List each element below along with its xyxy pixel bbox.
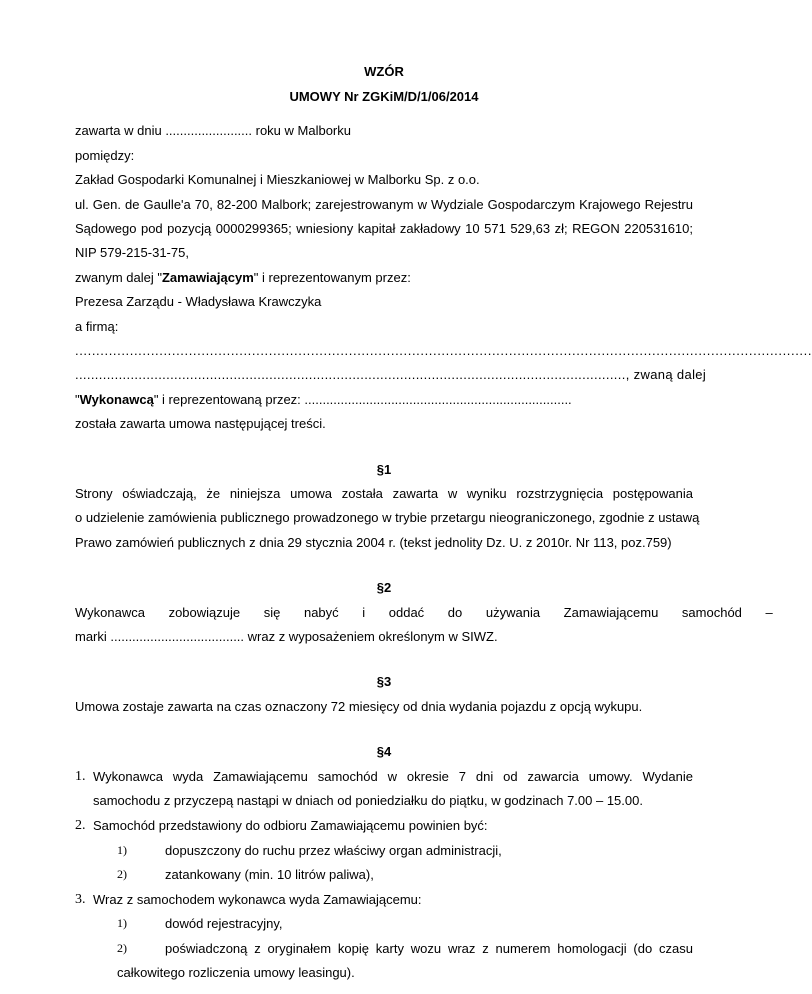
item-2-sub-2-number: 2) <box>117 867 127 881</box>
document-title: WZÓR <box>364 64 404 79</box>
intro-nip: NIP 579-215-31-75, <box>75 245 189 260</box>
section-1-line-1: Strony oświadczają, że niniejsza umowa została zawarta w wyniku rozstrzygnięcia postępowania <box>75 486 693 501</box>
intro-registry-line: Sądowego pod pozycją 0000299365; wniesiony kapitał zakładowy 10 571 529,63 zł; REGON 220531610; <box>75 221 693 236</box>
intro-president: Prezesa Zarządu - Władysława Krawczyka <box>75 294 322 309</box>
represented-by-blank: " i reprezentowaną przez: .......................................................................... <box>153 392 572 407</box>
item-2-sub-1-number: 1) <box>117 843 127 857</box>
item-2-number: 2. <box>75 818 86 833</box>
wykonawca-term: Wykonawcą <box>79 392 154 407</box>
section-3-line-1: Umowa zostaje zawarta na czas oznaczony 72 miesięcy od dnia wydania pojazdu z opcją wykupu. <box>75 699 643 714</box>
section-1-line-2: o udzielenie zamówienia publicznego prowadzonego w trybie przetargu nieograniczonego, zgodnie z ustawą <box>75 510 700 525</box>
intro-wykonawca-line <box>75 392 572 408</box>
item-3-sub-2-line-2: całkowitego rozliczenia umowy leasingu). <box>117 965 355 980</box>
intro-and-company: a firmą: <box>75 319 119 334</box>
section-2-line-1: Wykonawca zobowiązuje się nabyć i oddać do używania Zamawiającemu samochód – <box>75 605 773 620</box>
represented-by-text: " i reprezentowanym przez: <box>253 270 411 285</box>
contractor-blank-line-1: ............................................................................................................................................................................... <box>75 343 812 358</box>
item-2-sub-2: zatankowany (min. 10 litrów paliwa), <box>165 867 374 882</box>
item-3-sub-2-line-1: poświadczoną z oryginałem kopię karty wozu wraz z numerem homologacji (do czasu <box>165 941 693 956</box>
intro-date-line: zawarta w dniu ........................ roku w Malborku <box>75 123 351 138</box>
item-3-sub-1-number: 1) <box>117 916 127 930</box>
section-4-heading: §4 <box>376 744 392 759</box>
quote-open-2: " <box>75 392 80 407</box>
section-2-line-2: marki ..................................... wraz z wyposażeniem określonym w SIWZ. <box>75 629 498 644</box>
intro-contract-concluded: została zawarta umowa następującej treści. <box>75 416 326 431</box>
contractor-blank-line-2: ..........................................................................................................................................., zwaną dalej <box>75 367 707 382</box>
intro-company-name: Zakład Gospodarki Komunalnej i Mieszkaniowej w Malborku Sp. z o.o. <box>75 172 480 187</box>
intro-between: pomiędzy: <box>75 148 135 163</box>
section-3-heading: §3 <box>376 674 392 689</box>
section-2-heading: §2 <box>376 580 392 595</box>
item-3-line-1: Wraz z samochodem wykonawca wyda Zamawiającemu: <box>93 892 422 907</box>
section-1-heading: §1 <box>376 462 392 477</box>
item-2-line-1: Samochód przedstawiony do odbioru Zamawiającemu powinien być: <box>93 818 488 833</box>
item-1-line-1: Wykonawca wyda Zamawiającemu samochód w okresie 7 dni od zawarcia umowy. Wydanie <box>93 769 693 784</box>
item-3-number: 3. <box>75 892 86 907</box>
item-3-sub-2-number: 2) <box>117 941 127 955</box>
intro-address-line: ul. Gen. de Gaulle'a 70, 82-200 Malbork; zarejestrowanym w Wydziale Gospodarczym Krajowego Rejestru <box>75 197 693 212</box>
quote-open: zwanym dalej " <box>75 270 162 285</box>
section-1-line-3: Prawo zamówień publicznych z dnia 29 stycznia 2004 r. (tekst jednolity Dz. U. z 2010r. Nr 113, poz.759) <box>75 535 672 550</box>
contract-number: UMOWY Nr ZGKiM/D/1/06/2014 <box>289 89 479 104</box>
item-1-line-2: samochodu z przyczepą nastąpi w dniach od poniedziałku do piątku, w godzinach 7.00 – 15.00. <box>93 793 643 808</box>
item-1-number: 1. <box>75 769 86 784</box>
intro-zamawiajacy-line <box>75 270 411 286</box>
zamawiajacy-term: Zamawiającym <box>161 270 254 285</box>
item-3-sub-1: dowód rejestracyjny, <box>165 916 283 931</box>
item-2-sub-1: dopuszczony do ruchu przez właściwy organ administracji, <box>165 843 502 858</box>
